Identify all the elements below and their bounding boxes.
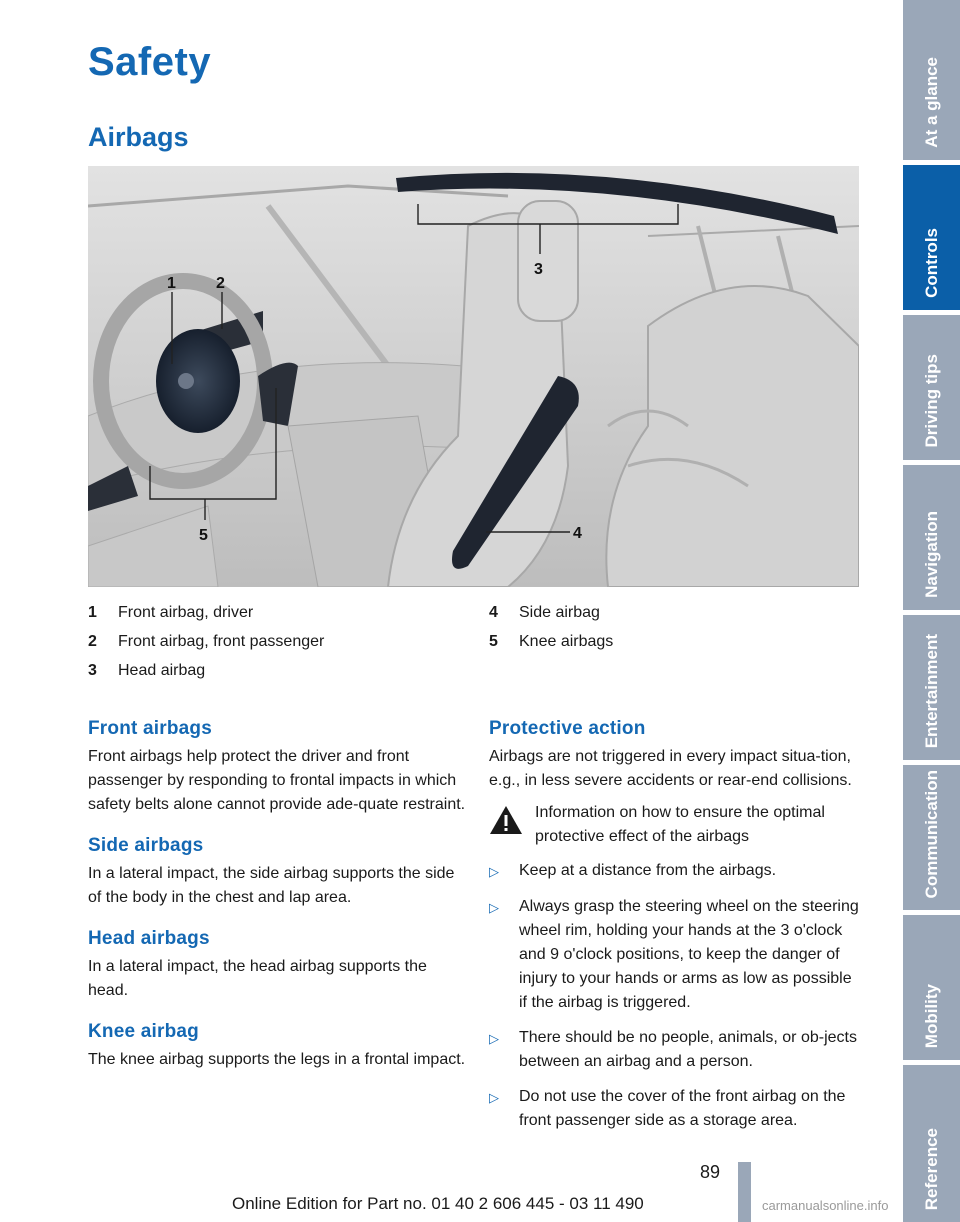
legend-label: Side airbag <box>519 604 600 621</box>
page-title: Safety <box>88 40 212 84</box>
footer-edition: Online Edition for Part no. 01 40 2 606 445 - 03 11 490 <box>232 1194 644 1213</box>
legend-item <box>88 656 468 685</box>
legend-right <box>489 598 849 656</box>
legend-label: Front airbag, driver <box>118 604 254 621</box>
sub-heading: Front airbags <box>88 718 213 739</box>
callout-1: 1 <box>167 275 176 292</box>
section-head-airbags <box>88 928 466 1003</box>
tab-label: Controls <box>921 228 941 298</box>
tab-label: Entertainment <box>921 633 941 748</box>
legend-number: 2 <box>88 633 97 650</box>
legend-label: Knee airbags <box>519 633 614 650</box>
list-item <box>489 1026 861 1074</box>
triangle-bullet-icon: ▷ <box>489 1031 499 1046</box>
legend-left <box>88 598 468 685</box>
warning-note <box>489 801 861 849</box>
legend-item <box>489 598 849 627</box>
page-number: 89 <box>700 1162 721 1182</box>
legend-label: Front airbag, front passenger <box>118 633 325 650</box>
legend-number: 4 <box>489 604 498 621</box>
bullet-text: There should be no people, animals, or ob-jects between an airbag and a person. <box>519 1029 857 1070</box>
paragraph: In a lateral impact, the head airbag supports the head. <box>88 958 427 999</box>
tab-communication[interactable] <box>903 765 960 910</box>
tab-label: At a glance <box>921 57 941 148</box>
warning-text: Information on how to ensure the optimal protective effect of the airbags <box>535 804 825 845</box>
bullet-list <box>489 859 861 1133</box>
sub-heading: Head airbags <box>88 928 210 949</box>
tab-navigation[interactable] <box>903 465 960 610</box>
section-side-airbags <box>88 835 466 910</box>
left-column <box>88 718 466 1090</box>
page-number-bar <box>738 1162 751 1222</box>
legend-item <box>88 598 468 627</box>
tab-reference[interactable] <box>903 1065 960 1222</box>
tab-label: Communication <box>921 769 941 898</box>
callout-4: 4 <box>573 525 582 542</box>
warning-icon <box>489 805 523 835</box>
triangle-bullet-icon: ▷ <box>489 1090 499 1105</box>
legend-number: 3 <box>88 662 97 679</box>
legend-label: Head airbag <box>118 662 206 679</box>
watermark: carmanualsonline.info <box>762 1198 889 1213</box>
tab-label: Driving tips <box>921 354 941 448</box>
triangle-bullet-icon: ▷ <box>489 864 499 879</box>
bullet-text: Keep at a distance from the airbags. <box>519 862 777 879</box>
callout-2: 2 <box>216 275 225 292</box>
tab-controls[interactable] <box>903 165 960 310</box>
tab-mobility[interactable] <box>903 915 960 1060</box>
section-front-airbags <box>88 718 466 817</box>
tab-at-a-glance[interactable] <box>903 0 960 160</box>
callout-5: 5 <box>199 527 208 544</box>
sub-heading: Side airbags <box>88 835 204 856</box>
section-knee-airbag <box>88 1021 466 1072</box>
legend-number: 5 <box>489 633 498 650</box>
legend-item <box>88 627 468 656</box>
airbag-illustration <box>88 166 859 587</box>
sub-heading: Knee airbag <box>88 1021 199 1042</box>
callout-3: 3 <box>534 261 543 278</box>
bullet-text: Always grasp the steering wheel on the steering wheel rim, holding your hands at the 3 o'clock and 9 o'clock positions, to keep the danger of injury to your hands or arms as low as possible if the airbag is triggered. <box>519 898 859 1011</box>
legend-number: 1 <box>88 604 97 621</box>
tab-label: Navigation <box>921 511 941 598</box>
paragraph: In a lateral impact, the side airbag supports the side of the body in the chest and lap area. <box>88 865 455 906</box>
list-item <box>489 859 861 884</box>
section-title: Airbags <box>88 122 189 152</box>
sub-heading: Protective action <box>489 718 646 739</box>
paragraph: The knee airbag supports the legs in a frontal impact. <box>88 1051 466 1068</box>
paragraph: Airbags are not triggered in every impact situa-tion, e.g., in less severe accidents or rear-end collisions. <box>489 748 852 789</box>
list-item <box>489 895 861 1015</box>
list-item <box>489 1085 861 1133</box>
tab-driving-tips[interactable] <box>903 315 960 460</box>
legend-item <box>489 627 849 656</box>
paragraph: Front airbags help protect the driver and front passenger by responding to frontal impacts in which safety belts alone cannot provide ade-quate restraint. <box>88 748 466 813</box>
chapter-sidebar <box>903 0 960 1222</box>
bullet-text: Do not use the cover of the front airbag on the front passenger side as a storage area. <box>519 1088 846 1129</box>
tab-label: Reference <box>921 1127 941 1210</box>
tab-entertainment[interactable] <box>903 615 960 760</box>
right-column <box>489 718 861 1144</box>
tab-label: Mobility <box>921 983 941 1048</box>
triangle-bullet-icon: ▷ <box>489 900 499 915</box>
